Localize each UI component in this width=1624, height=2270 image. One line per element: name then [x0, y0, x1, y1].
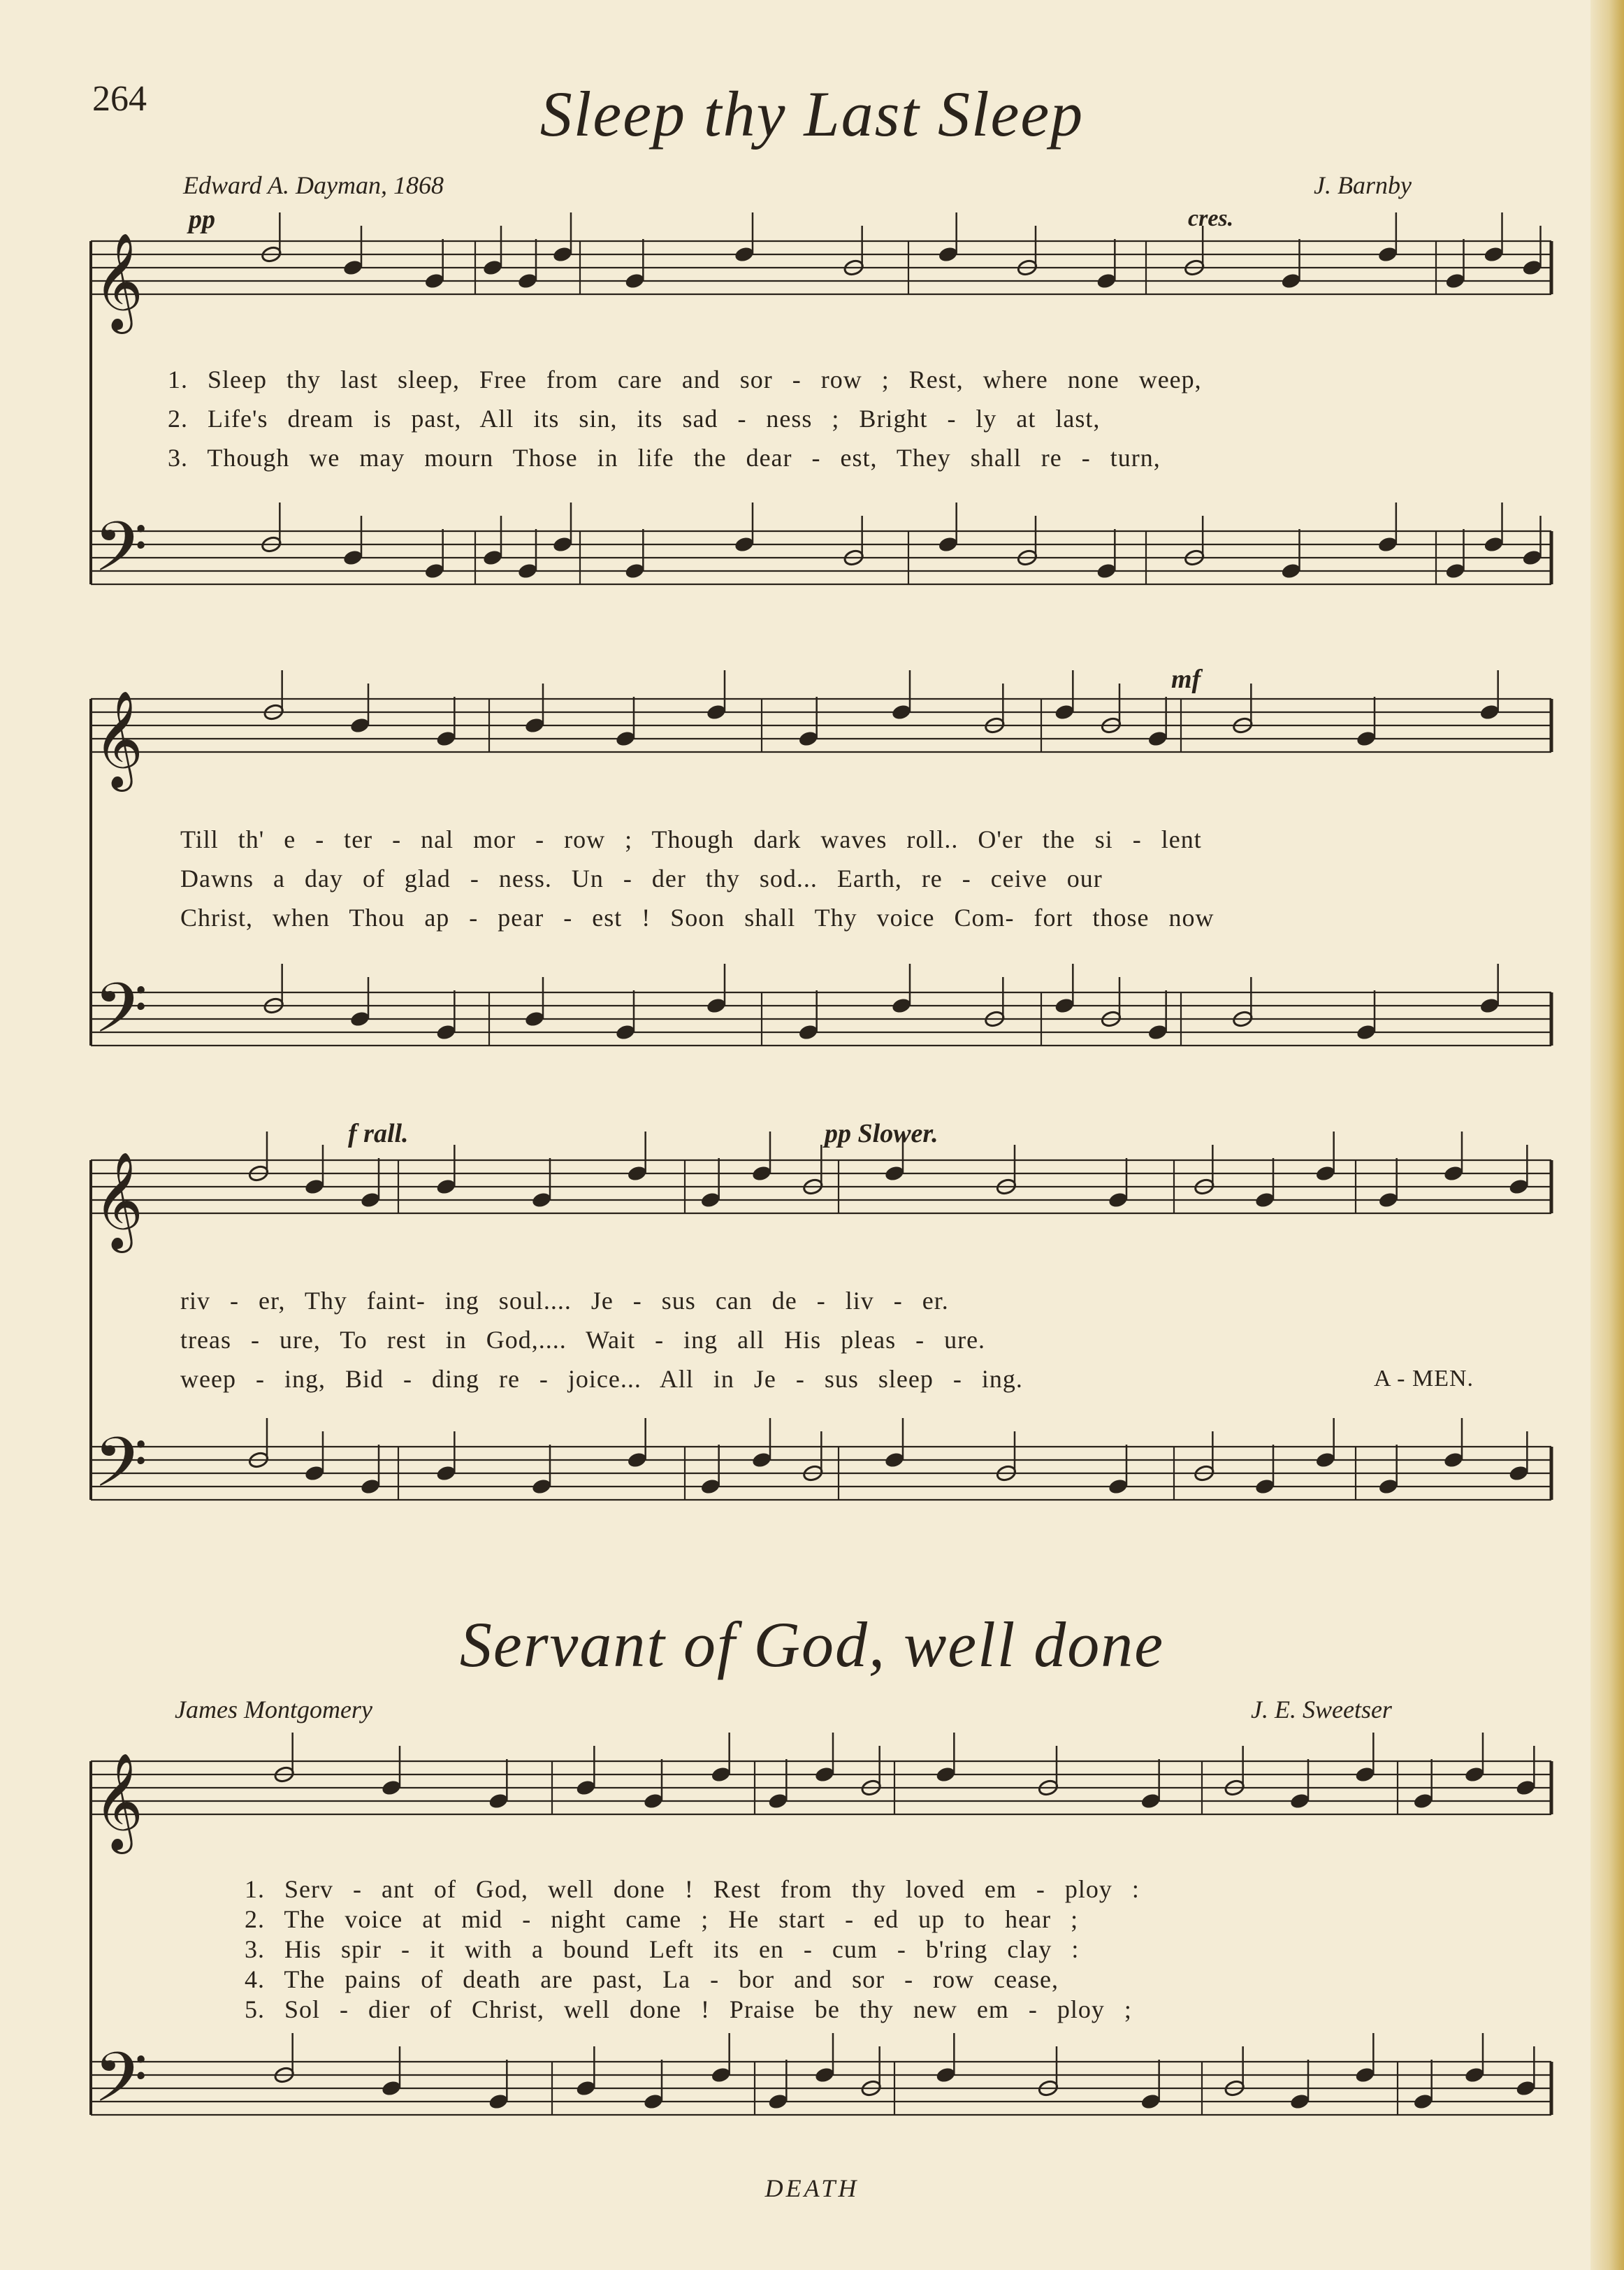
svg-text:𝄢: 𝄢	[94, 969, 148, 1066]
svg-text:𝄢: 𝄢	[94, 507, 148, 605]
svg-text:𝄞: 𝄞	[94, 1152, 143, 1249]
lyric-verse-2: 2. Life's dream is past, All its sin, its sad - ness ; Bright - ly at last,	[168, 405, 1101, 433]
dynamic-marking: pp	[189, 205, 215, 234]
lyric-verse-3: Christ, when Thou ap - pear - est ! Soon shall Thy voice Com- fort those now	[180, 904, 1215, 932]
hymn-title: Sleep thy Last Sleep	[539, 78, 1085, 150]
lyric-verse-4: 4. The pains of death are past, La - bor and sor - row cease,	[245, 1965, 1059, 1993]
svg-text:𝄢: 𝄢	[94, 2038, 148, 2135]
lyric-verse-1: 1. Serv - ant of God, well done ! Rest from thy loved em - ploy :	[245, 1875, 1140, 1903]
svg-text:𝄢: 𝄢	[94, 1423, 148, 1520]
dynamic-marking: cres.	[1188, 205, 1234, 231]
staff-lines	[91, 212, 1551, 2115]
amen: A - MEN.	[1374, 1366, 1474, 1391]
text-author: James Montgomery	[175, 1696, 372, 1723]
svg-text:𝄞: 𝄞	[94, 233, 143, 330]
dynamic-marking: pp Slower.	[825, 1119, 938, 1148]
text-author: Edward A. Dayman, 1868	[183, 171, 444, 199]
page-number: 264	[92, 79, 147, 119]
composer: J. Barnby	[1314, 171, 1412, 199]
lyric-verse-3: weep - ing, Bid - ding re - joice... All in Je - sus sleep - ing.	[180, 1365, 1023, 1393]
lyric-verse-2: Dawns a day of glad - ness. Un - der thy sod... Earth, re - ceive our	[180, 865, 1103, 892]
note-heads	[248, 245, 1543, 2111]
page-footer: DEATH	[764, 2174, 860, 2202]
dynamic-marking: f rall.	[348, 1119, 409, 1148]
composer: J. E. Sweetser	[1251, 1696, 1392, 1723]
lyric-verse-5: 5. Sol - dier of Christ, well done ! Praise be thy new em - ploy ;	[245, 1995, 1132, 2023]
lyric-verse-3: 3. Though we may mourn Those in life the dear - est, They shall re - turn,	[168, 444, 1161, 472]
lyric-verse-3: 3. His spir - it with a bound Left its en - cum - b'ring clay :	[245, 1935, 1080, 1963]
lyric-verse-2: 2. The voice at mid - night came ; He start - ed up to hear ;	[245, 1905, 1079, 1933]
lyric-verse-1: riv - er, Thy faint- ing soul.... Je - sus can de - liv - er.	[180, 1287, 949, 1315]
lyric-verse-1: Till th' e - ter - nal mor - row ; Though dark waves roll.. O'er the si - lent	[180, 825, 1202, 853]
svg-text:𝄞: 𝄞	[94, 691, 143, 788]
hymn-title: Servant of God, well done	[459, 1609, 1165, 1680]
svg-text:𝄞: 𝄞	[94, 1753, 143, 1850]
dynamic-marking: mf	[1171, 665, 1201, 694]
clef-symbols	[94, 233, 147, 2135]
lyric-verse-2: treas - ure, To rest in God,.... Wait - ing all His pleas - ure.	[180, 1326, 986, 1354]
lyric-verse-1: 1. Sleep thy last sleep, Free from care and sor - row ; Rest, where none weep,	[168, 366, 1202, 393]
